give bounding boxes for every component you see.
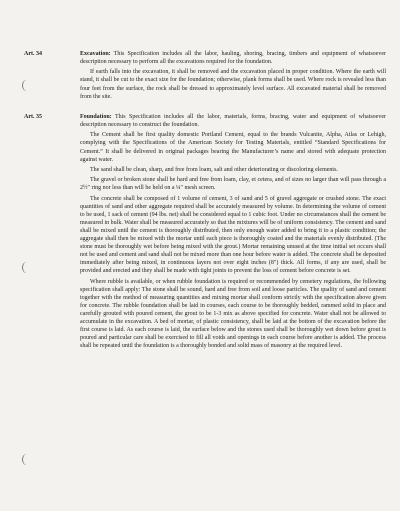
article-lead-paragraph bbox=[80, 113, 386, 129]
article-lead-text: This Specification includes all the labor, hauling, shoring, bracing, timbers and equipment of whatsoever description necessary to perform all the excavations required for the foundation. bbox=[80, 51, 386, 66]
paragraph: The concrete shall be composed of 1 volume of cement, 3 of sand and 5 of gravel aggregate or crushed stone. The exact quantities of sand and other aggregate required shall be accurately measured by volume. In determining the volume of cement to be used, 1 sack of cement (94 lbs. net) shall be considered equal to 1 cubic foot. Under no circumstances shall the cement be measured in bulk. Water shall be measured accurately so that the mixtures will be of uniform consistency. The cement and sand shall be mixed until the cement is thoroughly distributed, then only enough water added to bring it to a plastic condition; the aggregate shall then be mixed with the mortar until each piece is thoroughly coated and the materials evenly distributed. (The stone must be thoroughly wet before being mixed with the grout.) Mortar remaining unused at the time initial set occurs shall not be used and cement and sand shall not be mixed more than one hour before water is added. The concrete shall be deposited immediately after being mixed, in continuous layers not over eight inches (8″) thick. All forms, if any are used, shall be provided and erected and they shall be made with tight joints to prevent the loss of cement before concrete is set. bbox=[80, 195, 386, 275]
article-title: Foundation: bbox=[80, 114, 112, 120]
paragraph: If earth falls into the excavation, it shall be removed and the excavation placed in proper condition. Where the earth will stand, it shall be cut to the exact size for the foundation; otherwise, plank forms shall be used. Where rock is revealed less than four feet from the surface, the rock shall be dressed to approximately level surface. All excavated material shall be removed from the site. bbox=[80, 69, 386, 100]
article-lead-paragraph bbox=[80, 50, 386, 66]
article-body bbox=[80, 50, 386, 101]
punch-hole-mark bbox=[22, 262, 31, 273]
article-number: Art. 34 bbox=[24, 51, 42, 57]
punch-hole-mark bbox=[22, 80, 31, 91]
article-title: Excavation: bbox=[80, 51, 111, 57]
paragraph: Where rubble is available, or when rubble foundation is required or recommended by cemetery regulations, the following specification shall apply: The stone shall be sound, hard and free from soil and loose particles. The quality of sand and cement together with the method of measuring quantities and mixing mortar shall conform strictly with the specification above given for concrete. The rubble foundation shall be laid in courses, each course to be thoroughly bedded, rammed solid in place and carefully grouted with poured cement, the grout to be 1-3 mix as above specified for concrete. Water shall not be allowed to accumulate in the excavation. A bed of mortar, of plastic consistency, shall be laid at the bottom of the excavation before the first course is laid. As each course is laid, the surface below and the stones used shall be thoroughly wet down before grout is poured and particular care shall be exercised to fill all voids and openings in each course before another is added. The process shall be repeated until the foundation is a thoroughly bonded and solid mass of masonry at the required level. bbox=[80, 278, 386, 350]
article-lead-text: This Specification includes all the labor, materials, forms, bracing, water and equipment of whatsoever description necessary to construct the foundation. bbox=[80, 114, 386, 129]
paragraph: The gravel or broken stone shall be hard and free from loam, clay, et cetera, and of sizes no larger than will pass through a 2½″ ring nor less than will be held on a ¼″ mesh screen. bbox=[80, 177, 386, 192]
punch-hole-mark bbox=[22, 454, 31, 465]
paragraph: The Cement shall be first quality domestic Portland Cement, equal to the brands Vulcanite, Alpha, Atlas or Lehigh, complying with the Specifications of the American Society for Testing Materials, entitled “Standard Specifications for Cement.” It shall be delivered in original packages bearing the Manufacturer’s name and stored with adequate protection against water. bbox=[80, 132, 386, 163]
article-number: Art. 35 bbox=[24, 114, 42, 120]
paragraph: The sand shall be clean, sharp, and free from loam, salt and other deteriorating or discoloring elements. bbox=[90, 166, 338, 173]
article-body bbox=[80, 113, 386, 351]
